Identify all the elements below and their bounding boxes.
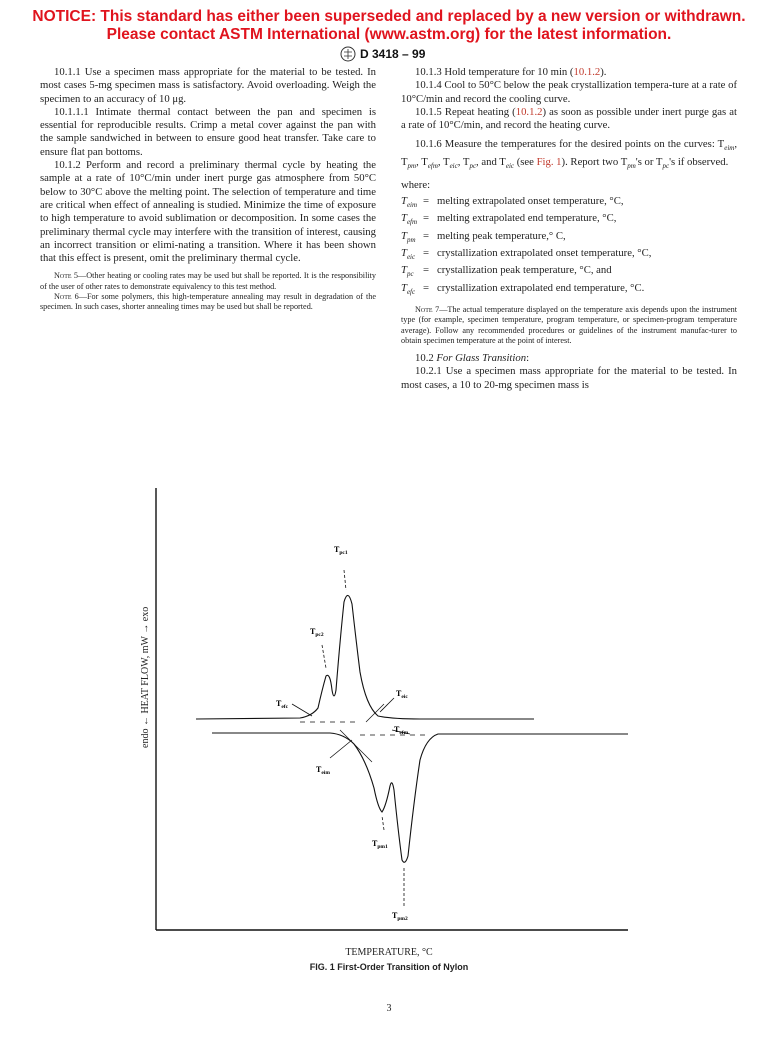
para-10-1-1: 10.1.1 Use a specimen mass appropriate for the material to be tested. In most cases 5-mg specimen mass is satisfactory. Avoid overloading. Weigh the specimen to an accuracy of 10 μg.	[40, 66, 376, 105]
designation-text: D 3418 – 99	[360, 47, 426, 61]
label-tpc1: $T_{pc1}$	[334, 545, 348, 556]
definition-item: $T_{pc}$ = crystallization peak temperature, °C, and	[401, 264, 737, 281]
def-text: crystallization peak temperature, °C, and	[437, 264, 612, 277]
teic-arrow	[380, 698, 394, 712]
p4-b: , T	[401, 138, 737, 168]
def-sym: T	[401, 281, 407, 294]
definition-item: $T_{efc}$ = crystallization extrapolated end temperature, °C.	[401, 282, 737, 299]
def-sub: eim	[406, 200, 418, 209]
label-teim: $T_{eim}$	[316, 765, 330, 776]
def-text: crystallization extrapolated end temperature, °C.	[437, 281, 645, 294]
note-5-text: —Other heating or cooling rates may be used but shall be reported. It is the responsibility of the user of other rates to demonstrate equivalency to this test method.	[40, 271, 376, 291]
notice-line-1: NOTICE: This standard has either been superseded and replaced by a new version or withdrawn.	[32, 8, 746, 25]
section-10-2-heading	[401, 352, 737, 365]
notice-line-2: Please contact ASTM International (www.astm.org) for the latest information.	[106, 26, 672, 43]
def-text: melting peak temperature,° C,	[437, 229, 566, 242]
note-6	[40, 292, 376, 312]
note-5-label: Note 5	[54, 271, 79, 281]
page-number: 3	[386, 1003, 392, 1014]
p4-h: ). Report two T	[561, 155, 628, 168]
def-sym: T	[401, 212, 407, 225]
para-10-1-6	[401, 138, 737, 173]
right-column	[401, 66, 737, 392]
p4-e: , T	[457, 155, 470, 168]
sub-eic-2: eic	[505, 162, 515, 171]
def-sub: efc	[406, 287, 416, 296]
ref-link-10-1-2b[interactable]: 10.1.2	[515, 105, 543, 118]
end-tangent	[366, 704, 384, 722]
tpc1-arrow	[344, 570, 346, 590]
sub-pc-2: pc	[662, 162, 670, 171]
def-sym: T	[401, 229, 407, 242]
sub-pm: pm	[407, 162, 417, 171]
note-7	[401, 305, 737, 346]
definition-item: $T_{eim}$ = melting extrapolated onset temperature, °C,	[401, 195, 737, 212]
def-sub: eic	[406, 253, 416, 262]
astm-logo-icon	[340, 46, 356, 62]
sub-pm-2: pm	[627, 162, 636, 171]
label-tefm: $T_{efm}$	[394, 725, 409, 736]
definitions-list	[401, 195, 737, 300]
tpc2-arrow	[322, 645, 326, 668]
def-text: crystallization extrapolated onset temperature, °C,	[437, 246, 652, 259]
p1-text-b: ).	[600, 66, 607, 78]
para-10-1-1-1: 10.1.1.1 Intimate thermal contact between the pan and specimen is essential for reproducible results. Crimp a metal cover against the pan with the sample sandwiched in between to ensure good heat transfer. Take care to ensure flat pan bottoms.	[40, 105, 376, 158]
sub-eic: eic	[449, 162, 458, 171]
melting-curve	[212, 733, 628, 862]
p1-text-a: 10.1.3 Hold temperature for 10 min (	[415, 66, 574, 78]
def-sym: T	[401, 264, 407, 277]
crystallization-curve	[196, 595, 534, 719]
where-label: where:	[401, 179, 431, 192]
note-5	[40, 271, 376, 291]
sub-pc: pc	[469, 162, 477, 171]
x-axis-label: TEMPERATURE, °C	[345, 947, 433, 958]
para-10-1-2: 10.1.2 Perform and record a preliminary thermal cycle by heating the sample at a rate of 10°C/min under inert purge gas atmosphere from 50°C below to 30°C above the melting point. The selection of temperature and time are critical when effect of annealing is studied. Minimize the time of exposure to high temperature to avoid sublimation or decomposition. In some cases the preliminary thermal cycle may interfere with the transition of interest, causing an incorrect transition or elimi-nating a transition. Where it has been shown that this effect is present, omit the preliminary thermal cycle.	[40, 159, 376, 265]
label-tpm2: $T_{pm2}$	[392, 911, 408, 922]
p4-i: 's or T	[635, 155, 663, 168]
section-colon: :	[526, 352, 530, 365]
tpm1-arrow	[382, 816, 384, 830]
definition-item: $T_{eic}$ = crystallization extrapolated onset temperature, °C,	[401, 247, 737, 264]
sub-eim: eim	[724, 144, 735, 153]
p3-text-a: 10.1.5 Repeat heating (	[415, 105, 516, 118]
def-sub: pc	[406, 270, 414, 279]
note-7-text: —The actual temperature displayed on the temperature axis depends upon the instrument type (for example, specimen temperature, program temperature, or specimen-program temperature average). Follow any recommended procedures or guidelines of the instrument manufac-turer to obtain specimen temperature at the point of interest.	[401, 305, 738, 345]
note-6-label: Note 6	[54, 291, 79, 301]
para-10-1-5	[401, 106, 737, 133]
p4-g: (see	[514, 155, 537, 168]
note-6-text: —For some polymers, this high-temperature annealing may result in degradation of the specimen. In such cases, shorter annealing times may be used but shall be reported.	[40, 291, 376, 312]
label-tefc: $T_{efc}$	[276, 699, 289, 710]
tefc-arrow	[292, 704, 312, 716]
y-axis-label: endo ← HEAT FLOW, mW → exo	[140, 606, 151, 748]
label-teic: $T_{eic}$	[396, 689, 408, 700]
section-number: 10.2	[415, 352, 434, 365]
figure-caption: FIG. 1 First-Order Transition of Nylon	[309, 962, 469, 972]
p4-j: 's if observed.	[669, 155, 729, 168]
fig-1-link[interactable]: Fig. 1	[536, 155, 562, 168]
p4-d: , T	[437, 155, 450, 168]
left-column	[40, 66, 376, 312]
p3-text-b: ) as soon as possible under inert purge gas at a rate of 10°C/min, and record the heating curve.	[401, 105, 737, 132]
para-10-2-1: 10.2.1 Use a specimen mass appropriate for the material to be tested. In most cases, a 10 to 20-mg specimen mass is	[401, 365, 737, 391]
document-designation	[340, 46, 425, 62]
section-title: For Glass Transition	[436, 352, 527, 365]
sub-efm: efm	[427, 162, 438, 171]
label-tpc2: $T_{pc2}$	[310, 627, 324, 638]
def-sub: pm	[406, 235, 416, 244]
ref-link-10-1-2[interactable]: 10.1.2	[573, 66, 601, 78]
def-text: melting extrapolated onset temperature, °C,	[437, 194, 624, 207]
def-sym: T	[401, 194, 407, 207]
withdrawal-notice	[0, 8, 778, 44]
para-10-1-3	[401, 66, 737, 79]
def-sub: efm	[406, 218, 418, 227]
definition-item: $T_{pm}$ = melting peak temperature,° C,	[401, 230, 737, 247]
dsc-figure	[0, 480, 778, 1000]
p4-f: , and T	[476, 155, 506, 168]
para-10-1-4: 10.1.4 Cool to 50°C below the peak crystallization tempera-ture at a rate of 10°C/min and record the cooling curve.	[401, 79, 737, 105]
def-text: melting extrapolated end temperature, °C,	[437, 212, 617, 225]
teim-arrow	[330, 740, 352, 758]
label-tpm1: $T_{pm1}$	[372, 839, 388, 850]
definition-item: $T_{efm}$ = melting extrapolated end temperature, °C,	[401, 212, 737, 229]
p4-c: , T	[416, 155, 428, 168]
note-7-label: Note 7	[415, 305, 440, 315]
p4-a: 10.1.6 Measure the temperatures for the desired points on the curves: T	[415, 138, 725, 151]
def-sym: T	[401, 246, 407, 259]
